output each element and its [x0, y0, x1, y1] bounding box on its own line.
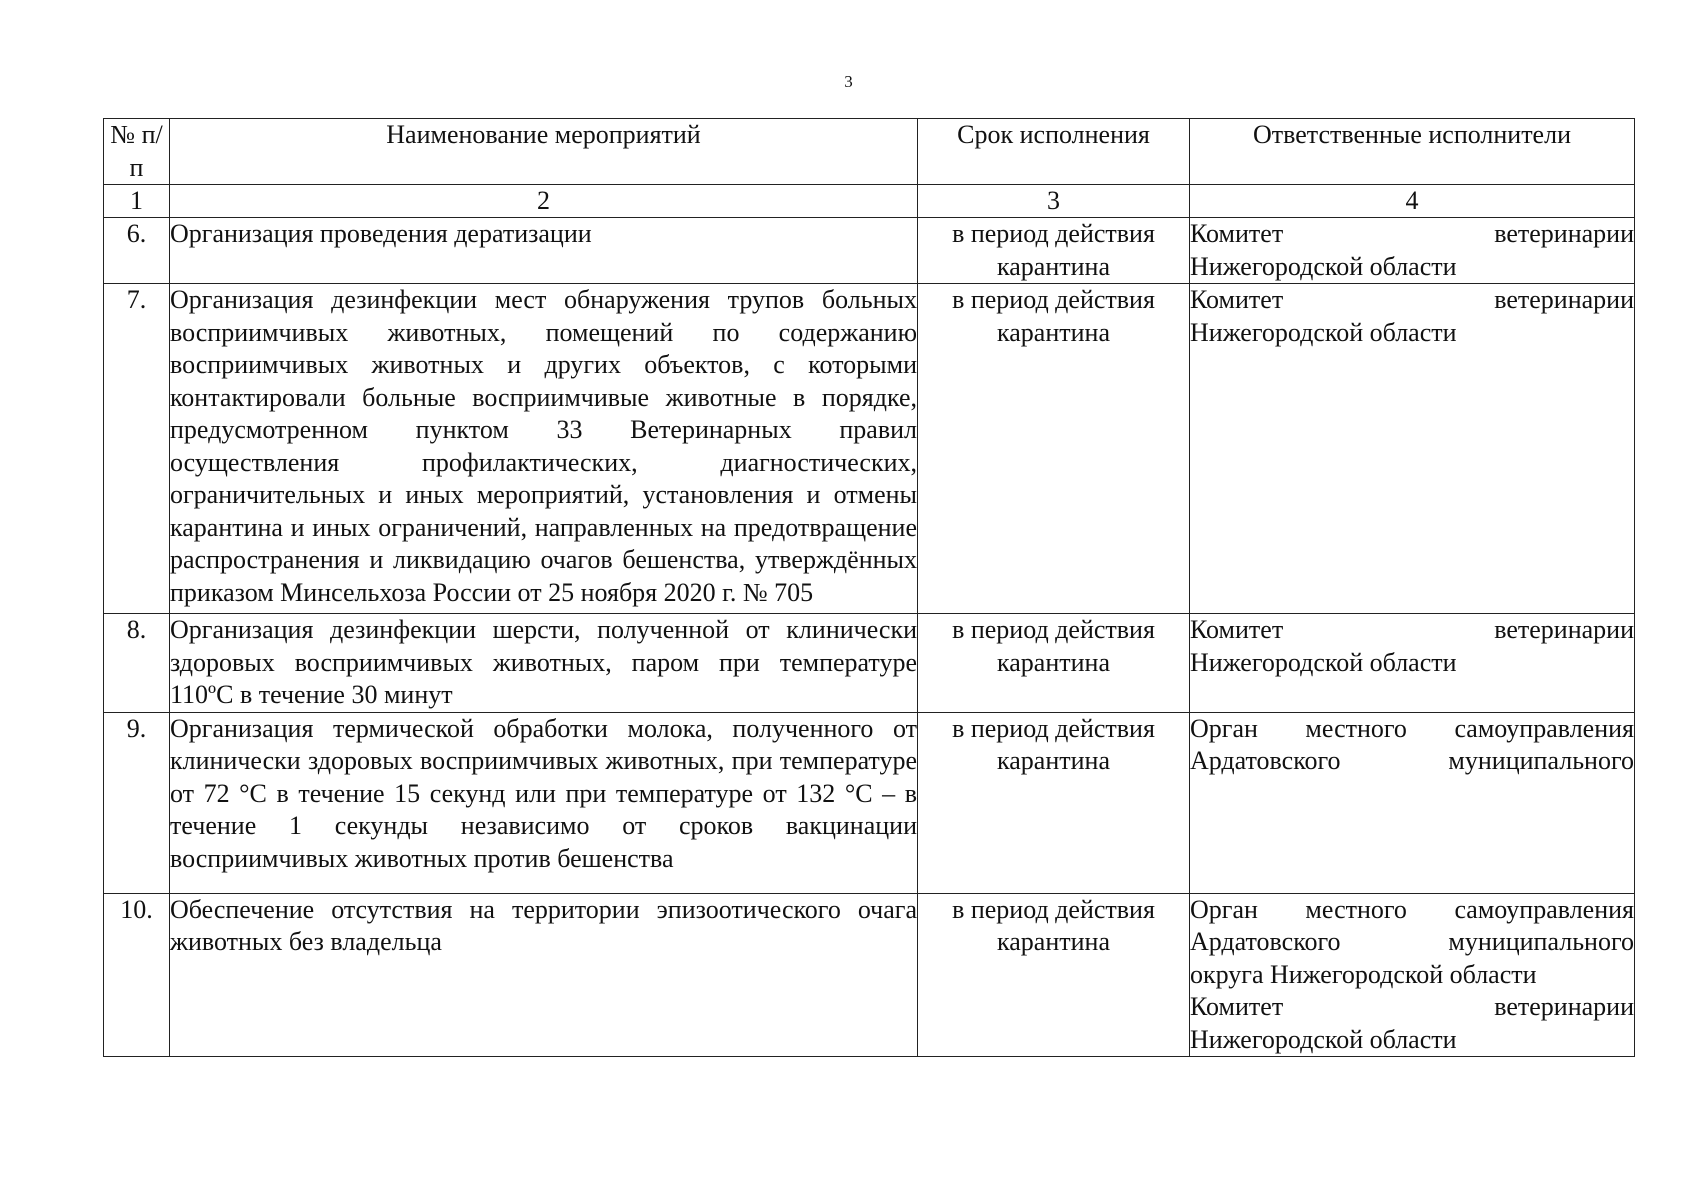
table-header-row	[104, 119, 1635, 185]
responsible-word: ветеринарии	[1494, 219, 1634, 248]
page-number: 3	[844, 72, 853, 91]
responsible-line: Ардатовского муниципального	[1190, 746, 1634, 775]
column-index: 2	[170, 185, 918, 218]
responsible-word: Комитет	[1190, 992, 1284, 1021]
measure-description: Организация термической обработки молока, полученного от клинически здоровых восприимчивых животных, при температуре от 72 °С в течение 15 секунд или при температуре от 132 °С – в течение 1 секунды независимо от сроков вакцинации восприимчивых животных против бешенства	[170, 712, 918, 893]
responsible-executors	[1190, 284, 1635, 614]
measure-description: Обеспечение отсутствия на территории эпизоотического очага животных без владельца	[170, 893, 918, 1057]
responsible-line: Нижегородской области	[1190, 647, 1457, 677]
responsible-line	[1190, 218, 1634, 251]
responsible-line	[1190, 284, 1634, 317]
table-row	[104, 893, 1635, 1057]
responsible-line: Нижегородской области	[1190, 317, 1457, 347]
execution-term: в период действия карантина	[918, 218, 1190, 284]
row-number: 6.	[104, 218, 170, 284]
table-row	[104, 284, 1635, 614]
row-number: 9.	[104, 712, 170, 893]
responsible-executors	[1190, 614, 1635, 713]
header-measure: Наименование мероприятий	[170, 119, 918, 185]
responsible-line: Орган местного самоуправления	[1190, 894, 1634, 924]
header-term: Срок исполнения	[918, 119, 1190, 185]
responsible-word: Комитет	[1190, 615, 1284, 644]
measure-description: Организация проведения дератизации	[170, 218, 918, 284]
execution-term: в период действия карантина	[918, 614, 1190, 713]
column-index: 4	[1190, 185, 1635, 218]
responsible-executors	[1190, 218, 1635, 284]
table-row	[104, 614, 1635, 713]
execution-term: в период действия карантина	[918, 712, 1190, 893]
column-index: 1	[104, 185, 170, 218]
responsible-line: Нижегородской области	[1190, 251, 1457, 281]
row-number: 10.	[104, 893, 170, 1057]
execution-term: в период действия карантина	[918, 284, 1190, 614]
table-row	[104, 218, 1635, 284]
responsible-line: Нижегородской области	[1190, 1024, 1457, 1054]
row-number: 8.	[104, 614, 170, 713]
measure-description: Организация дезинфекции мест обнаружения трупов больных восприимчивых животных, помещений по содержанию восприимчивых животных и других объектов, с которыми контактировали больные восприимчивые животные в порядке, предусмотренном пунктом 33 Ветеринарных правил осуществления профилактических, диагностических, ограничительных и иных мероприятий, установления и отмены карантина и иных ограничений, направленных на предотвращение распространения и ликвидацию очагов бешенства, утверждённых приказом Минсельхоза России от 25 ноября 2020 г. № 705	[170, 284, 918, 614]
responsible-line	[1190, 614, 1634, 647]
responsible-word: ветеринарии	[1494, 615, 1634, 644]
responsible-word: Комитет	[1190, 219, 1284, 248]
responsible-line: округа Нижегородской области	[1190, 959, 1537, 989]
responsible-word: Комитет	[1190, 285, 1284, 314]
responsible-line: Ардатовского муниципального	[1190, 927, 1634, 956]
responsible-line	[1190, 991, 1634, 1024]
responsible-executors	[1190, 893, 1635, 1057]
measures-table	[103, 118, 1635, 1057]
responsible-executors	[1190, 712, 1635, 893]
row-number: 7.	[104, 284, 170, 614]
execution-term: в период действия карантина	[918, 893, 1190, 1057]
responsible-word: ветеринарии	[1494, 285, 1634, 314]
responsible-word: ветеринарии	[1494, 992, 1634, 1021]
column-index: 3	[918, 185, 1190, 218]
header-number: № п/п	[104, 119, 170, 185]
header-responsible: Ответственные исполнители	[1190, 119, 1635, 185]
table-row	[104, 712, 1635, 893]
responsible-line: Орган местного самоуправления	[1190, 713, 1634, 743]
measure-description: Организация дезинфекции шерсти, полученной от клинически здоровых восприимчивых животных, паром при температуре 110ºС в течение 30 минут	[170, 614, 918, 713]
column-index-row	[104, 185, 1635, 218]
